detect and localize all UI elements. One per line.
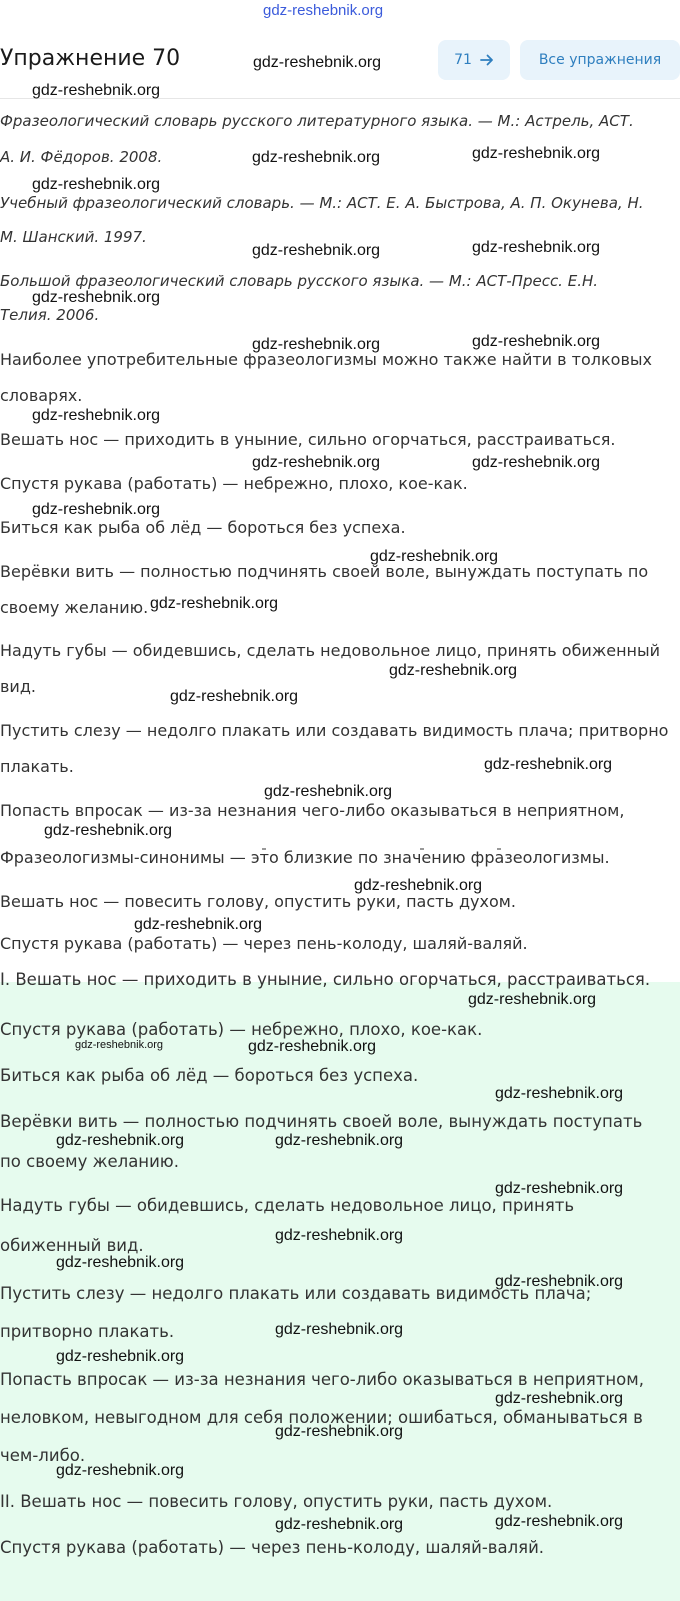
task-line: Вешать нос — повесить голову, опустить руки, пасть духом. <box>0 892 516 911</box>
watermark: gdz-reshebnik.org <box>252 149 381 166</box>
watermark: gdz-reshebnik.org <box>44 822 173 839</box>
task-line: Спустя рукава (работать) — небрежно, плохо, кое-как. <box>0 474 468 493</box>
answer-line: неловком, невыгодном для себя положении; ошибаться, обманываться в <box>0 1408 643 1427</box>
task-line: Пустить слезу — недолго плакать или создавать видимость плача; притворно <box>0 721 669 740</box>
watermark: gdz-reshebnik.org <box>472 454 601 471</box>
watermark: gdz-reshebnik.org <box>389 662 518 679</box>
watermark: gdz-reshebnik.org <box>495 1390 624 1407</box>
watermark: gdz-reshebnik.org <box>134 916 263 933</box>
source-line: М. Шанский. 1997. <box>0 228 147 246</box>
source-line: Учебный фразеологический словарь. — М.: АСТ. Е. А. Быстрова, А. П. Окунева, Н. <box>0 194 644 212</box>
answer-line: Верёвки вить — полностью подчинять своей воле, вынуждать поступать <box>0 1112 643 1131</box>
task-line: Наиболее употребительные фразеологизмы можно также найти в толковых <box>0 350 652 369</box>
answer-line: Спустя рукава (работать) — небрежно, плохо, кое-как. <box>0 1020 483 1039</box>
source-line: Телия. 2006. <box>0 306 100 324</box>
source-line: А. И. Фёдоров. 2008. <box>0 148 163 166</box>
arrow-right-icon <box>480 54 494 66</box>
next-exercise-label: 71 <box>454 52 472 68</box>
watermark: gdz-reshebnik.org <box>32 176 161 193</box>
watermark: gdz-reshebnik.org <box>56 1348 185 1365</box>
watermark: gdz-reshebnik.org <box>275 1423 404 1440</box>
watermark: gdz-reshebnik.org <box>275 1132 404 1149</box>
watermark: gdz-reshebnik.org <box>495 1085 624 1102</box>
answer-line: II. Вешать нос — повесить голову, опустить руки, пасть духом. <box>0 1492 553 1511</box>
task-line: Вешать нос — приходить в уныние, сильно огорчаться, расстраиваться. <box>0 430 616 449</box>
task-line: Попасть впросак — из-за незнания чего-либо оказываться в неприятном, <box>0 801 625 820</box>
task-line: Спустя рукава (работать) — через пень-колоду, шаляй-валяй. <box>0 934 528 953</box>
watermark: gdz-reshebnik.org <box>32 82 161 99</box>
watermark: gdz-reshebnik.org <box>472 239 601 256</box>
all-exercises-button[interactable]: Все упражнения <box>520 40 680 80</box>
task-line: своему желанию. <box>0 598 149 617</box>
watermark: gdz-reshebnik.org <box>275 1516 404 1533</box>
watermark: gdz-reshebnik.org <box>32 289 161 306</box>
watermark: gdz-reshebnik.org <box>252 242 381 259</box>
watermark: gdz-reshebnik.org <box>150 595 279 612</box>
source-line: Большой фразеологический словарь русского языка. — М.: АСТ-Пресс. Е.Н. <box>0 272 599 290</box>
watermark: gdz-reshebnik.org <box>252 454 381 471</box>
watermark: gdz-reshebnik.org <box>472 145 601 162</box>
watermark: gdz-reshebnik.org <box>495 1180 624 1197</box>
answer-line: Спустя рукава (работать) — через пень-колоду, шаляй-валяй. <box>0 1538 545 1557</box>
watermark: gdz-reshebnik.org <box>252 336 381 353</box>
answer-line: обиженный вид. <box>0 1236 144 1255</box>
watermark: gdz-reshebnik.org <box>275 1321 404 1338</box>
page-title: Упражнение 70 <box>0 46 181 71</box>
answer-line: Попасть впросак — из-за незнания чего-либо оказываться в неприятном, <box>0 1370 644 1389</box>
watermark: gdz-reshebnik.org <box>495 1513 624 1530</box>
answer-line: Биться как рыба об лёд — бороться без успеха. <box>0 1066 419 1085</box>
answer-line: I. Вешать нос — приходить в уныние, сильно огорчаться, расстраиваться. <box>0 970 651 989</box>
task-line: вид. <box>0 677 36 696</box>
answer-line: притворно плакать. <box>0 1322 175 1341</box>
watermark: gdz-reshebnik.org <box>56 1132 185 1149</box>
task-line: Надуть губы — обидевшись, сделать недовольное лицо, принять обиженный <box>0 641 661 660</box>
watermark: gdz-reshebnik.org <box>370 548 499 565</box>
watermark: gdz-reshebnik.org <box>354 877 483 894</box>
answer-line: по своему желанию. <box>0 1152 179 1171</box>
source-line: Фразеологический словарь русского литературного языка. — М.: Астрель, АСТ. <box>0 112 634 130</box>
watermark: gdz-reshebnik.org <box>264 783 393 800</box>
task-line: Биться как рыба об лёд — бороться без успеха. <box>0 518 406 537</box>
answer-line: Пустить слезу — недолго плакать или создавать видимость плача; <box>0 1284 592 1303</box>
watermark: gdz-reshebnik.org <box>56 1462 185 1479</box>
watermark: gdz-reshebnik.org <box>170 688 299 705</box>
watermark: gdz-reshebnik.org <box>484 756 613 773</box>
watermark: gdz-reshebnik.org <box>472 333 601 350</box>
next-exercise-button[interactable] <box>438 40 510 80</box>
watermark: gdz-reshebnik.org <box>32 501 161 518</box>
answer-line: Надуть губы — обидевшись, сделать недовольное лицо, принять <box>0 1196 575 1215</box>
watermark: gdz-reshebnik.org <box>253 54 382 71</box>
watermark: gdz-reshebnik.org <box>32 407 161 424</box>
task-line: словарях. <box>0 386 83 405</box>
watermark: gdz-reshebnik.org <box>75 1039 164 1051</box>
task-line: Фразеологизмы-синонимы — это близкие по значению фразеологизмы. <box>0 848 610 867</box>
watermark: gdz-reshebnik.org <box>248 1038 377 1055</box>
task-line: плакать. <box>0 757 74 776</box>
watermark: gdz-reshebnik.org <box>468 991 597 1008</box>
task-line: Верёвки вить — полностью подчинять своей воле, вынуждать поступать по <box>0 562 649 581</box>
answer-line: чем-либо. <box>0 1446 86 1465</box>
watermark: gdz-reshebnik.org <box>495 1273 624 1290</box>
watermark: gdz-reshebnik.org <box>275 1227 404 1244</box>
watermark: gdz-reshebnik.org <box>56 1254 185 1271</box>
watermark: gdz-reshebnik.org <box>263 2 384 19</box>
